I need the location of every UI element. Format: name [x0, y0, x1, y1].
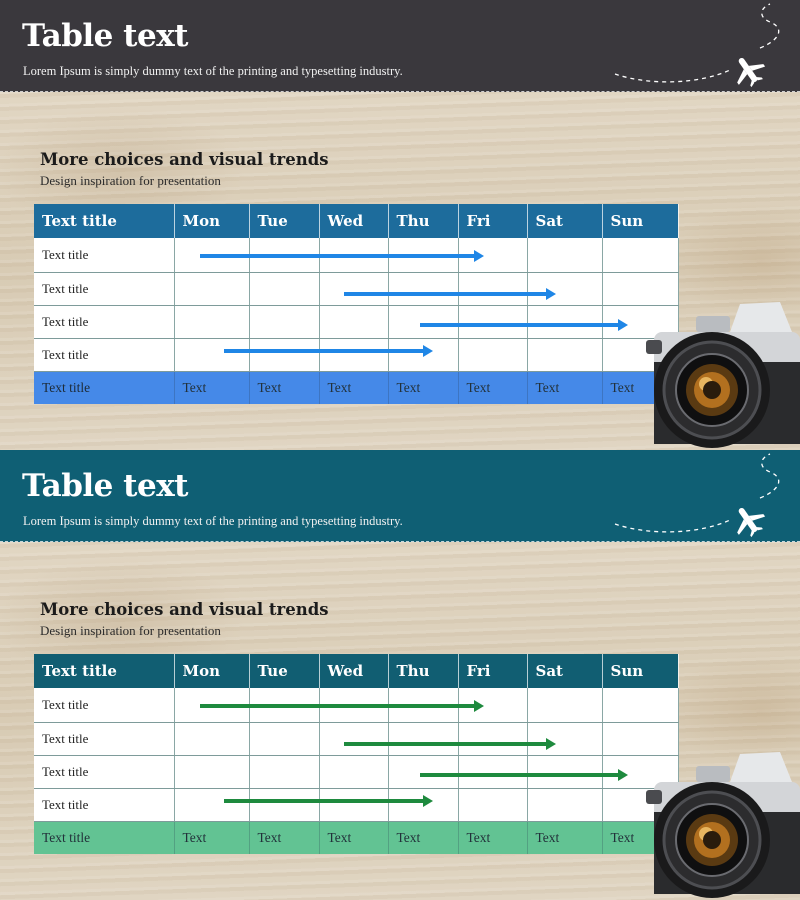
table-footer-row [34, 822, 678, 855]
row-label: Text title [34, 789, 174, 822]
banner-subtitle: Lorem Ipsum is simply dummy text of the printing and typesetting industry. [23, 64, 403, 78]
banner [0, 450, 800, 542]
table-row [34, 339, 678, 372]
header-cell: Sun [602, 654, 678, 688]
schedule-table [34, 654, 679, 854]
header-cell: Thu [388, 654, 458, 688]
header-cell: Thu [388, 204, 458, 238]
footer-cell: Text [249, 372, 319, 405]
section-heading: More choices and visual trends [40, 600, 329, 619]
header-cell: Tue [249, 654, 319, 688]
header-cell: Text title [34, 654, 174, 688]
camera-icon [640, 742, 800, 900]
slide-2 [0, 450, 800, 900]
row-label: Text title [34, 306, 174, 339]
footer-cell: Text [174, 372, 249, 405]
section-subheading: Design inspiration for presentation [40, 623, 221, 638]
table-row [34, 756, 678, 789]
banner-title: Table text [22, 18, 188, 54]
camera-icon [640, 292, 800, 450]
table-row [34, 306, 678, 339]
footer-cell: Text [319, 372, 388, 405]
header-cell: Mon [174, 204, 249, 238]
footer-cell: Text [527, 372, 602, 405]
table-footer-row [34, 372, 678, 405]
header-cell: Fri [458, 654, 527, 688]
table-header-row [34, 204, 678, 238]
schedule-table [34, 204, 679, 404]
footer-cell: Text [458, 372, 527, 405]
banner-title: Table text [22, 468, 188, 504]
footer-cell: Text [458, 822, 527, 855]
row-label: Text title [34, 756, 174, 789]
row-label: Text title [34, 339, 174, 372]
table-row [34, 238, 678, 273]
row-label: Text title [34, 273, 174, 306]
section-subheading: Design inspiration for presentation [40, 173, 221, 188]
banner-subtitle: Lorem Ipsum is simply dummy text of the printing and typesetting industry. [23, 514, 403, 528]
header-cell: Wed [319, 654, 388, 688]
table-row [34, 789, 678, 822]
footer-cell: Text [388, 372, 458, 405]
header-cell: Fri [458, 204, 527, 238]
header-cell: Mon [174, 654, 249, 688]
footer-cell: Text [527, 822, 602, 855]
table-row [34, 273, 678, 306]
row-label: Text title [34, 238, 174, 273]
footer-cell: Text [602, 822, 678, 855]
footer-cell: Text title [34, 822, 174, 855]
footer-cell: Text [602, 372, 678, 405]
table-row [34, 723, 678, 756]
footer-cell: Text [319, 822, 388, 855]
table-header-row [34, 654, 678, 688]
section-heading: More choices and visual trends [40, 150, 329, 169]
airplane-icon [610, 450, 800, 542]
header-cell: Sun [602, 204, 678, 238]
header-cell: Text title [34, 204, 174, 238]
header-cell: Wed [319, 204, 388, 238]
airplane-icon [610, 0, 800, 92]
header-cell: Tue [249, 204, 319, 238]
row-label: Text title [34, 723, 174, 756]
footer-cell: Text [174, 822, 249, 855]
header-cell: Sat [527, 654, 602, 688]
footer-cell: Text title [34, 372, 174, 405]
banner [0, 0, 800, 92]
footer-cell: Text [388, 822, 458, 855]
row-label: Text title [34, 688, 174, 723]
table-row [34, 688, 678, 723]
footer-cell: Text [249, 822, 319, 855]
header-cell: Sat [527, 204, 602, 238]
